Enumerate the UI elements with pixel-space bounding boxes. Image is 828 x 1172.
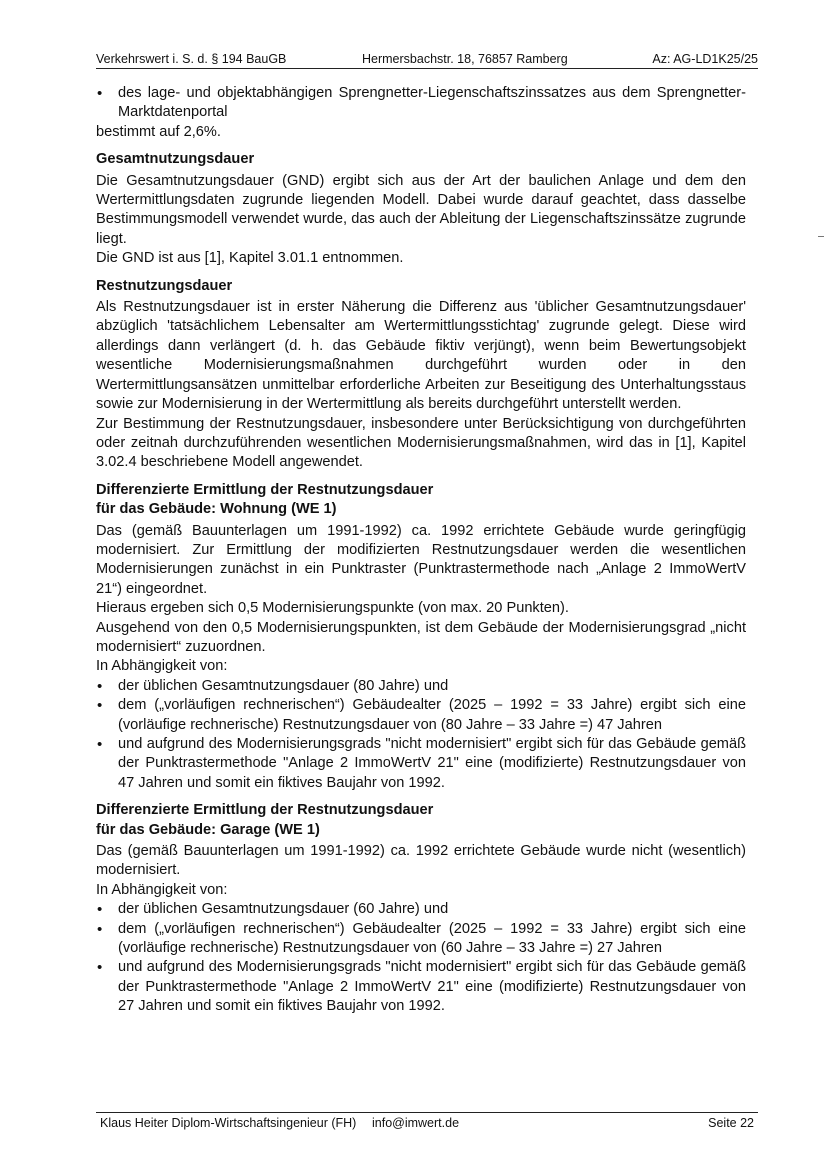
page-footer <box>96 1112 758 1131</box>
wohnung-paragraph-4: In Abhängigkeit von: <box>96 658 228 675</box>
page-header <box>96 52 758 69</box>
intro-result: bestimmt auf 2,6%. <box>96 123 221 140</box>
wohnung-heading-line-1: Differenzierte Ermittlung der Restnutzungsdauer <box>96 481 434 498</box>
gnd-paragraph-2: Die GND ist aus [1], Kapitel 3.01.1 entnommen. <box>96 250 404 267</box>
footer-email: info@imwert.de <box>372 1116 460 1130</box>
garage-heading-line-2: für das Gebäude: Garage (WE 1) <box>96 821 320 838</box>
gnd-heading: Gesamtnutzungsdauer <box>96 151 255 168</box>
wohnung-paragraph-2: Hieraus ergeben sich 0,5 Modernisierungspunkte (von max. 20 Punkten). <box>96 600 569 617</box>
page-content <box>96 84 746 1017</box>
rnd-paragraph-2: Zur Bestimmung der Restnutzungsdauer, insbesondere unter Berücksichtigung von durchgeführten oder zeitnah durchzuführenden wesentlichen Modernisierungsmaßnahmen, wird das in [1], Kapitel 3.02.4 beschriebene Modell angewendet. <box>96 415 746 471</box>
wohnung-heading-line-2: für das Gebäude: Wohnung (WE 1) <box>96 501 337 518</box>
garage-heading-line-1: Differenzierte Ermittlung der Restnutzungsdauer <box>96 802 434 819</box>
header-reference: Az: AG-LD1K25/25 <box>652 52 758 66</box>
header-address: Hermersbachstr. 18, 76857 Ramberg <box>362 52 568 66</box>
garage-bullet-2: • dem („vorläufigen rechnerischen“) Gebäudealter (2025 – 1992 = 33 Jahre) ergibt sich eine (vorläufige rechnerische) Restnutzungsdauer von (60 Jahre – 33 Jahre =) 27 Jahren <box>96 920 746 959</box>
intro-list <box>96 84 746 123</box>
gnd-paragraph-1: Die Gesamtnutzungsdauer (GND) ergibt sich aus der Art der baulichen Anlage und dem den Wertermittlungsdaten zugrunde liegenden Modell. Dabei wurde darauf geachtet, dass dasselbe Bestimmungsmodell verwendet wurde, das auch der Ableitung der Liegenschaftszinssätze zugrunde liegt. <box>96 172 746 247</box>
garage-list <box>96 900 746 1016</box>
garage-paragraph-2: In Abhängigkeit von: <box>96 881 228 898</box>
wohnung-list <box>96 677 746 793</box>
margin-mark <box>818 236 824 237</box>
garage-heading <box>96 801 746 840</box>
header-title: Verkehrswert i. S. d. § 194 BauGB <box>96 52 287 66</box>
wohnung-bullet-2: • dem („vorläufigen rechnerischen“) Gebäudealter (2025 – 1992 = 33 Jahre) ergibt sich eine (vorläufige rechnerische) Restnutzungsdauer von (80 Jahre – 33 Jahre =) 47 Jahren <box>96 696 746 735</box>
garage-bullet-3: • und aufgrund des Modernisierungsgrads "nicht modernisiert" ergibt sich für das Gebäude gemäß der Punktrastermethode "Anlage 2 ImmoWertV 21" eine (modifizierte) Restnutzungsdauer von 27 Jahren und somit ein fiktives Baujahr von 1992. <box>96 958 746 1016</box>
wohnung-bullet-3: • und aufgrund des Modernisierungsgrads "nicht modernisiert" ergibt sich für das Gebäude gemäß der Punktrastermethode "Anlage 2 ImmoWertV 21" eine (modifizierte) Restnutzungsdauer von 47 Jahren und somit ein fiktives Baujahr von 1992. <box>96 735 746 793</box>
rnd-heading: Restnutzungsdauer <box>96 277 233 294</box>
wohnung-paragraph-1: Das (gemäß Bauunterlagen um 1991-1992) ca. 1992 errichtete Gebäude wurde geringfügig modernisiert. Zur Ermittlung der modifizierten Restnutzungsdauer werden die wesentlichen Modernisierungen zunächst in ein Punktraster (Punktrastermethode nach „Anlage 2 ImmoWertV 21“) eingeordnet. <box>96 522 746 597</box>
rnd-paragraph-1: Als Restnutzungsdauer ist in erster Näherung die Differenz aus 'üblicher Gesamtnutzungsdauer' abzüglich 'tatsächlichem Lebensalter am Wertermittlungsstichtag' zugrunde gelegt. Diese wird allerdings dann verlängert (d. h. das Gebäude fiktiv verjüngt), wenn beim Bewertungsobjekt wesentliche Modernisierungsmaßnahmen durchgeführt wurden oder in den Wertermittlungsansätzen unmittelbar erforderliche Arbeiten zur Beseitigung des Unterhaltungsstaus sowie zur Modernisierung in der Wertermittlung als bereits durchgeführt unterstellt werden. <box>96 299 746 413</box>
wohnung-heading <box>96 481 746 520</box>
garage-paragraph-1: Das (gemäß Bauunterlagen um 1991-1992) ca. 1992 errichtete Gebäude wurde nicht (wesentlich) modernisiert. <box>96 843 746 879</box>
garage-bullet-1: • der üblichen Gesamtnutzungsdauer (60 Jahre) und <box>96 900 746 919</box>
footer-page-number: Seite 22 <box>708 1116 754 1130</box>
wohnung-paragraph-3: Ausgehend von den 0,5 Modernisierungspunkten, ist dem Gebäude der Modernisierungsgrad „nicht modernisiert“ zuzuordnen. <box>96 619 746 655</box>
footer-author: Klaus Heiter Diplom-Wirtschaftsingenieur (FH) <box>100 1116 357 1130</box>
intro-bullet: • des lage- und objektabhängigen Sprengnetter-Liegenschaftszinssatzes aus dem Sprengnetter-Marktdatenportal <box>96 84 746 123</box>
wohnung-bullet-1: • der üblichen Gesamtnutzungsdauer (80 Jahre) und <box>96 677 746 696</box>
